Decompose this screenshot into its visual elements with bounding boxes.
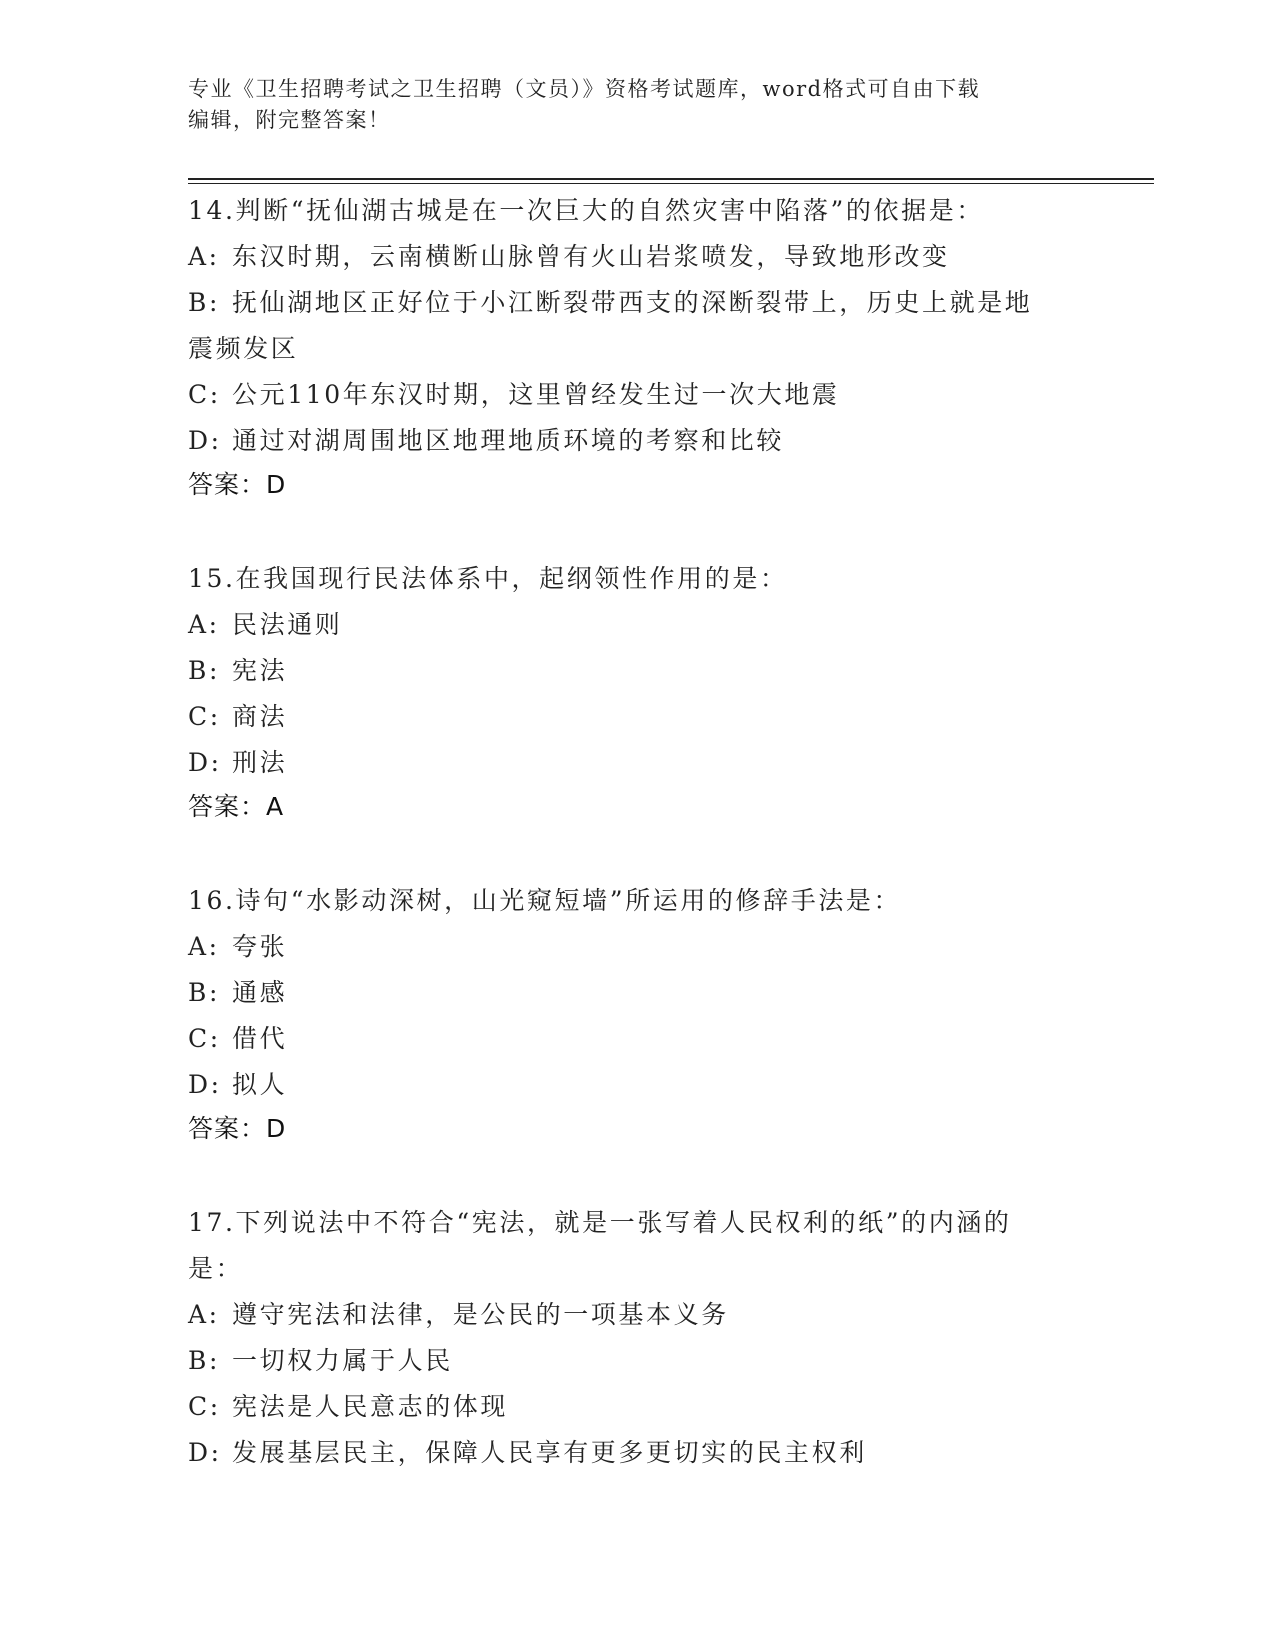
header-divider-thin <box>188 183 1154 184</box>
option-key: A: <box>188 242 220 271</box>
option-c <box>188 694 1088 740</box>
option-key: A: <box>188 610 220 639</box>
option-key: D: <box>188 748 222 777</box>
option-a <box>188 924 1088 970</box>
option-key: A: <box>188 1300 220 1329</box>
option-b <box>188 970 1088 1016</box>
question-stem: 16.诗句“水影动深树，山光窥短墙”所运用的修辞手法是： <box>188 886 902 915</box>
option-key: D: <box>188 1070 222 1099</box>
option-text: 拟人 <box>232 1070 288 1099</box>
option-text: 抚仙湖地区正好位于小江断裂带西支的深断裂带上，历史上就是地 <box>232 288 1033 317</box>
option-b <box>188 280 1088 326</box>
option-d <box>188 1430 1088 1476</box>
option-a <box>188 1292 1088 1338</box>
option-d <box>188 418 1088 464</box>
option-b <box>188 1338 1088 1384</box>
answer-line: 答案：D <box>188 1114 287 1143</box>
question-stem: 14.判断“抚仙湖古城是在一次巨大的自然灾害中陷落”的依据是： <box>188 196 984 225</box>
option-text: 遵守宪法和法律，是公民的一项基本义务 <box>232 1300 729 1329</box>
option-c <box>188 372 1088 418</box>
option-text: 夸张 <box>232 932 288 961</box>
option-text: 民法通则 <box>232 610 343 639</box>
option-text: 一切权力属于人民 <box>232 1346 453 1375</box>
option-text: 宪法 <box>232 656 288 685</box>
answer-line: 答案：D <box>188 470 287 499</box>
option-text: 商法 <box>232 702 288 731</box>
option-text: 通感 <box>232 978 288 1007</box>
option-text: 通过对湖周围地区地理地质环境的考察和比较 <box>232 426 785 455</box>
option-key: B: <box>188 1346 220 1375</box>
document-header <box>188 74 1068 136</box>
option-b-continuation: 震频发区 <box>188 334 299 363</box>
option-c <box>188 1384 1088 1430</box>
option-d <box>188 1062 1088 1108</box>
option-text: 发展基层民主，保障人民享有更多更切实的民主权利 <box>232 1438 867 1467</box>
question-stem: 15.在我国现行民法体系中，起纲领性作用的是： <box>188 564 788 593</box>
option-key: C: <box>188 702 221 731</box>
option-a <box>188 602 1088 648</box>
question-stem: 17.下列说法中不符合“宪法，就是一张写着人民权利的纸”的内涵的 <box>188 1208 1012 1237</box>
option-text: 借代 <box>232 1024 288 1053</box>
option-key: C: <box>188 1024 221 1053</box>
option-key: C: <box>188 1392 221 1421</box>
header-line-2: 编辑，附完整答案！ <box>188 108 391 132</box>
option-c <box>188 1016 1088 1062</box>
option-text: 宪法是人民意志的体现 <box>232 1392 509 1421</box>
option-key: D: <box>188 1438 222 1467</box>
question-17 <box>188 1200 1088 1476</box>
option-text: 东汉时期，云南横断山脉曾有火山岩浆喷发，导致地形改变 <box>232 242 950 271</box>
option-key: D: <box>188 426 222 455</box>
option-text: 公元110年东汉时期，这里曾经发生过一次大地震 <box>232 380 840 409</box>
option-a <box>188 234 1088 280</box>
option-key: B: <box>188 978 220 1007</box>
question-15 <box>188 556 1088 828</box>
option-key: B: <box>188 288 220 317</box>
question-list <box>188 188 1088 1526</box>
option-d <box>188 740 1088 786</box>
option-key: B: <box>188 656 220 685</box>
header-divider-thick <box>188 178 1154 180</box>
option-key: C: <box>188 380 221 409</box>
option-text: 刑法 <box>232 748 288 777</box>
question-16 <box>188 878 1088 1150</box>
option-b <box>188 648 1088 694</box>
option-key: A: <box>188 932 220 961</box>
header-line-1: 专业《卫生招聘考试之卫生招聘（文员）》资格考试题库，word格式可自由下载 <box>188 77 981 101</box>
question-14 <box>188 188 1088 506</box>
answer-line: 答案：A <box>188 792 285 821</box>
question-stem-continuation: 是： <box>188 1254 244 1283</box>
